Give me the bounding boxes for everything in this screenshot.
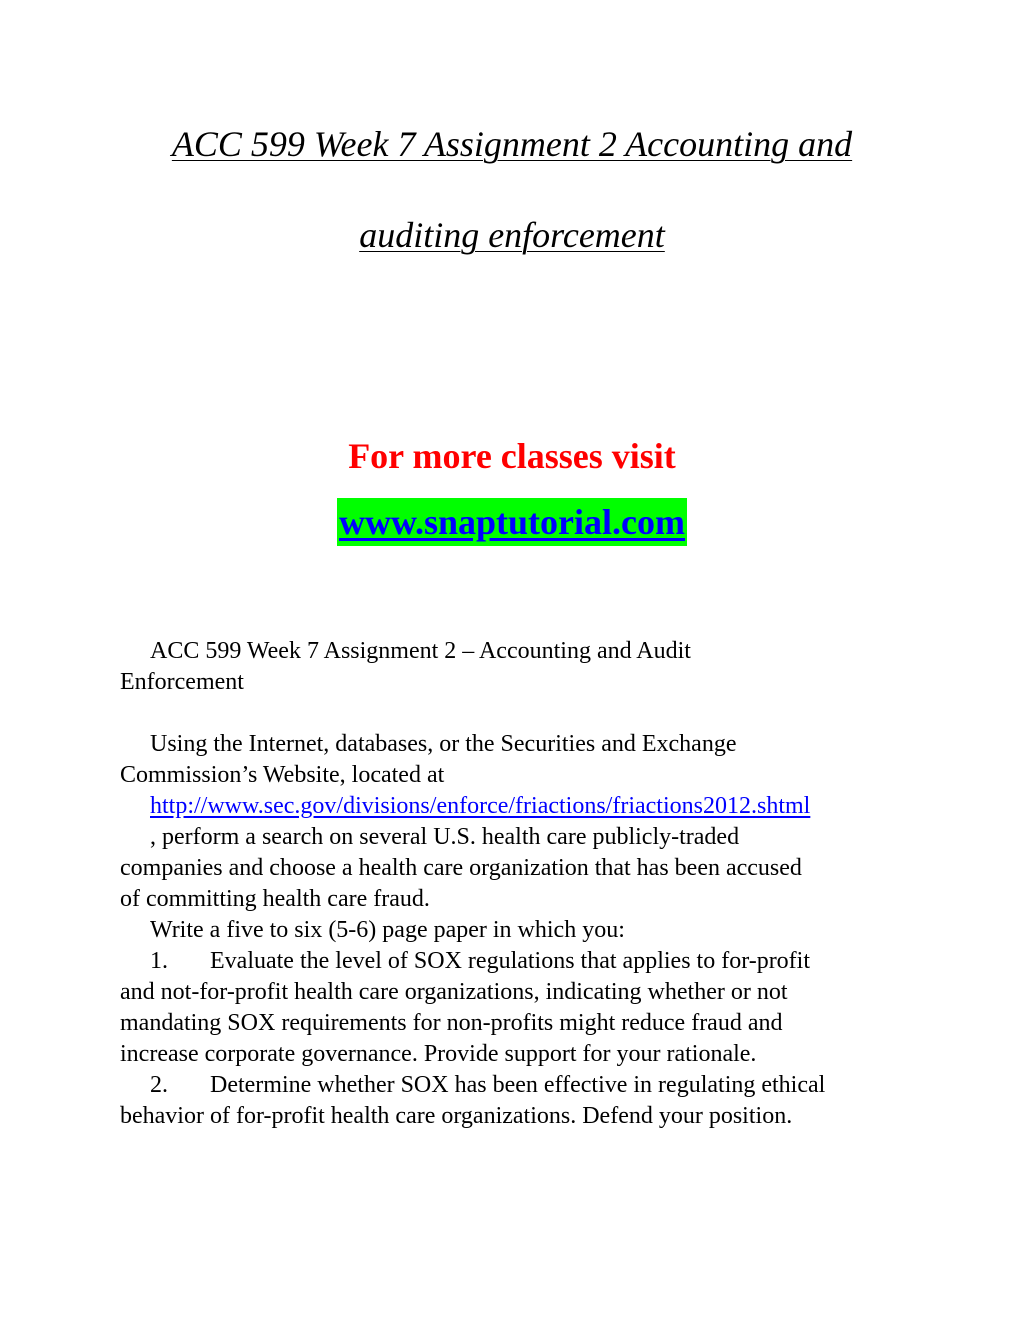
- list-item-1-text: Evaluate the level of SOX regulations that applies to for-profit: [210, 948, 811, 974]
- task-intro: Write a five to six (5-6) page paper in which you:: [150, 917, 625, 943]
- list-item-2-text: Determine whether SOX has been effective in regulating ethical: [210, 1072, 826, 1098]
- list-item-1-line-4: increase corporate governance. Provide support for your rationale.: [120, 1041, 757, 1067]
- sec-url-line: [120, 791, 910, 822]
- intro-line-3: , perform a search on several U.S. health care publicly-traded: [150, 824, 740, 850]
- intro-line-1: Using the Internet, databases, or the Securities and Exchange: [150, 731, 737, 757]
- assignment-heading-line-1: ACC 599 Week 7 Assignment 2 – Accounting and Audit: [150, 638, 691, 664]
- intro-line-5: of committing health care fraud.: [120, 886, 430, 912]
- intro-line-2: Commission’s Website, located at: [120, 762, 445, 788]
- assignment-heading: [120, 636, 910, 698]
- promo-text: For more classes visit: [348, 436, 676, 476]
- list-item-1-line-1: [120, 946, 910, 977]
- list-item-2-number: 2.: [150, 1072, 168, 1098]
- document-title-line-2: auditing enforcement: [359, 215, 665, 255]
- assignment-body: [120, 729, 910, 1132]
- promo-website-link[interactable]: www.snaptutorial.com: [337, 498, 687, 546]
- promo-link-wrap: [0, 498, 1024, 546]
- list-item-2-line-1: [120, 1070, 910, 1101]
- list-item-1-line-2: and not-for-profit health care organizations, indicating whether or not: [120, 979, 788, 1005]
- sec-url-link[interactable]: http://www.sec.gov/divisions/enforce/friactions/friactions2012.shtml: [150, 793, 811, 819]
- intro-line-4: companies and choose a health care organization that has been accused: [120, 855, 802, 881]
- list-item-1-line-3: mandating SOX requirements for non-profits might reduce fraud and: [120, 1010, 783, 1036]
- document-title-line-1: ACC 599 Week 7 Assignment 2 Accounting and: [171, 124, 853, 164]
- assignment-heading-line-2: Enforcement: [120, 669, 244, 695]
- list-item-2-line-2: behavior of for-profit health care organizations. Defend your position.: [120, 1103, 793, 1129]
- list-item-1-number: 1.: [150, 948, 168, 974]
